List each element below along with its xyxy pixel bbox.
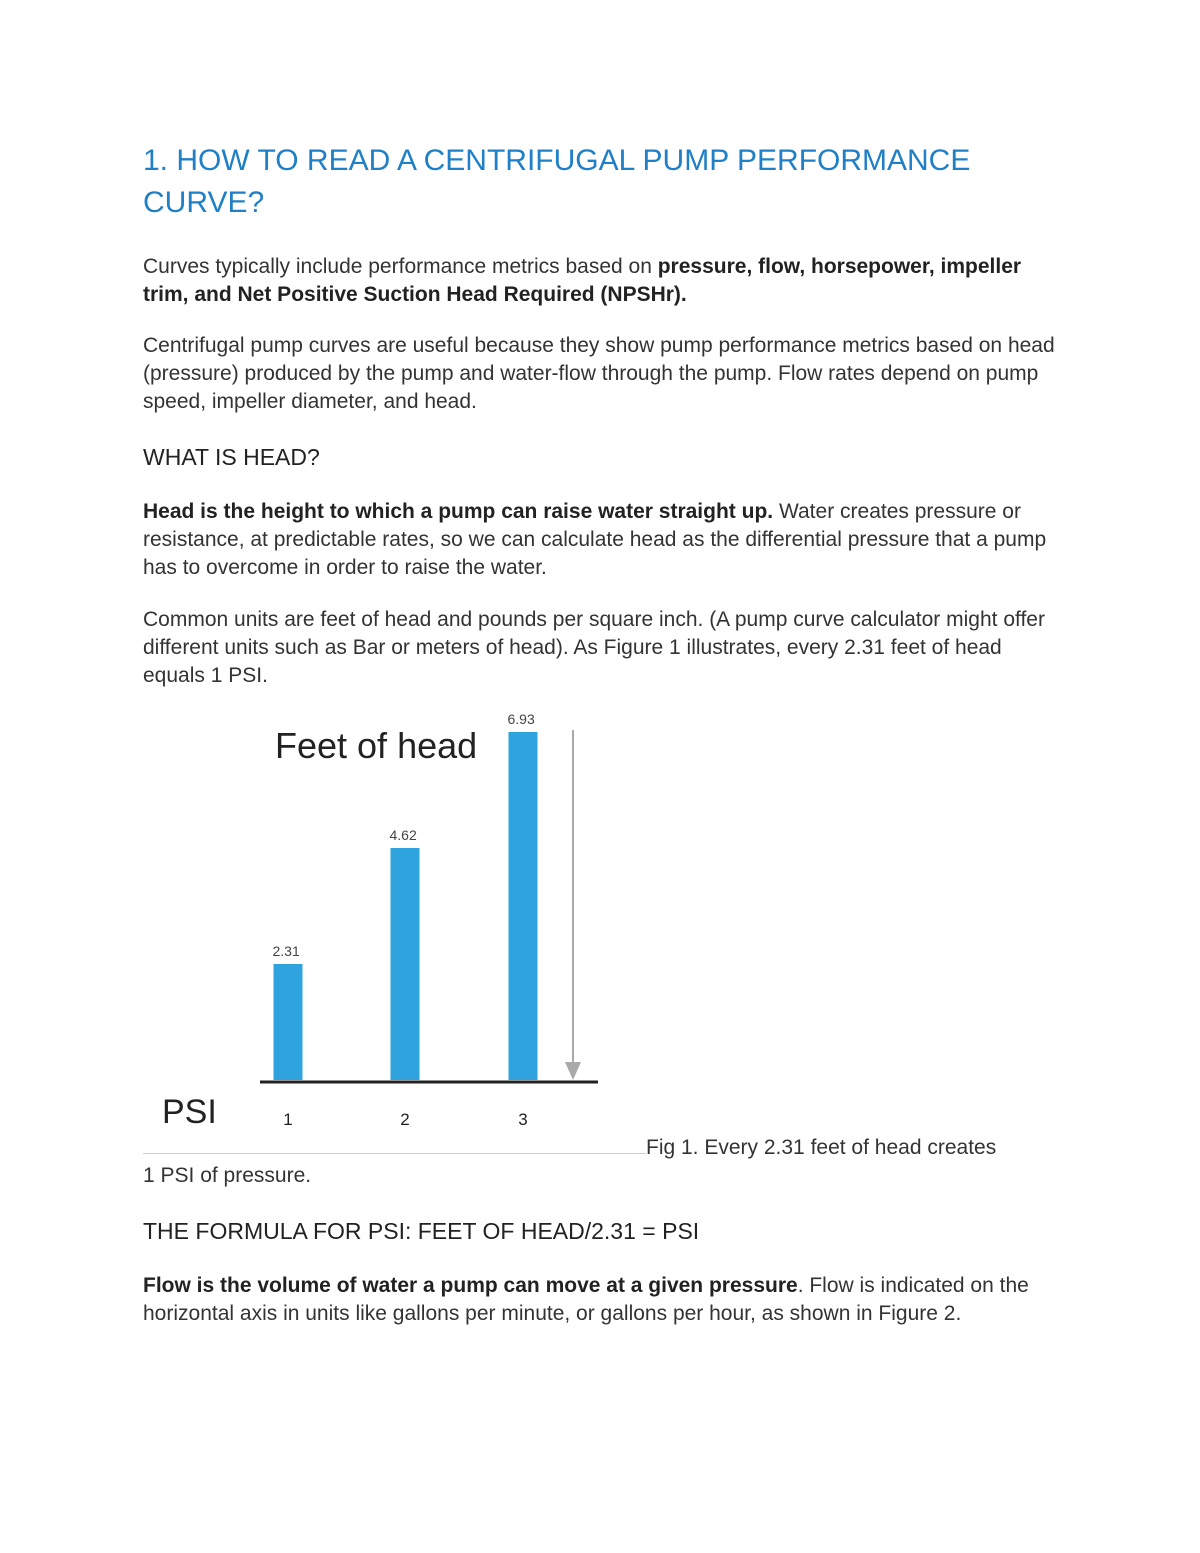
paragraph-head-definition [143, 498, 1063, 582]
caption-rule [143, 1153, 646, 1154]
head-definition-text: Water creates pressure or resistance, at predictable rates, so we can calculate head as the differential pressure that a pump has to overcome in order to raise the water. [143, 500, 1047, 579]
chart-x-axis-label: PSI [162, 1093, 217, 1131]
chart-bars [273, 711, 538, 1129]
page-title: 1. HOW TO READ A CENTRIFUGAL PUMP PERFORMANCE CURVE? [143, 144, 971, 219]
heading-psi-formula: THE FORMULA FOR PSI: FEET OF HEAD/2.31 = PSI [143, 1218, 700, 1244]
paragraph-intro [143, 253, 1063, 309]
heading-what-is-head: WHAT IS HEAD? [143, 444, 320, 470]
figure-1-chart [150, 708, 620, 1138]
bar-psi-2 [391, 848, 420, 1080]
x-tick-label: 3 [518, 1110, 528, 1129]
bar-psi-1 [274, 964, 303, 1080]
x-tick-label: 1 [283, 1110, 293, 1129]
figure-caption: Fig 1. Every 2.31 feet of head creates [646, 1136, 997, 1159]
bar-psi-3 [509, 732, 538, 1080]
head-definition-bold: Head is the height to which a pump can raise water straight up. [143, 500, 774, 523]
head-arrow-tip [565, 1062, 581, 1080]
x-tick-label: 2 [400, 1110, 410, 1129]
head-arrow [565, 730, 581, 1080]
figure-caption-continued: 1 PSI of pressure. [143, 1164, 312, 1187]
paragraph-curves: Centrifugal pump curves are useful because they show pump performance metrics based on head (pressure) produced by the pump and water-flow through the pump. Flow rates depend on pump speed, impeller diameter, and head. [143, 334, 1055, 413]
flow-bold-text: Flow is the volume of water a pump can move at a given pressure [143, 1274, 798, 1297]
intro-text: Curves typically include performance metrics based on [143, 255, 658, 278]
intro-bold-text: pressure, flow, horsepower, impeller trim, and Net Positive Suction Head Required (NPSHr). [143, 255, 1022, 306]
bar-value-label: 4.62 [389, 827, 417, 843]
bar-value-label: 2.31 [272, 943, 300, 959]
paragraph-flow [143, 1272, 1063, 1328]
flow-text: . Flow is indicated on the horizontal axis in units like gallons per minute, or gallons per hour, as shown in Figure 2. [143, 1274, 1029, 1325]
document-page [143, 140, 1063, 687]
bar-value-label: 6.93 [507, 711, 535, 727]
chart-title: Feet of head [275, 725, 478, 766]
feet-of-head-bar-chart [150, 708, 620, 1138]
paragraph-units: Common units are feet of head and pounds per square inch. (A pump curve calculator might offer different units such as Bar or meters of head). As Figure 1 illustrates, every 2.31 feet of head equals 1 PSI. [143, 608, 1045, 687]
